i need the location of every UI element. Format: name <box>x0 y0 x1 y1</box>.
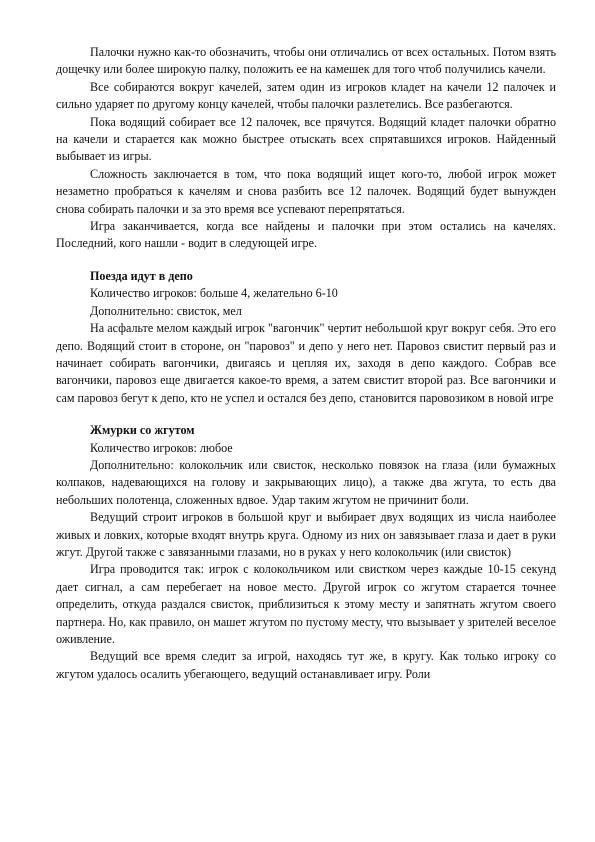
body-paragraph: Дополнительно: колокольчик или свисток, несколько повязок на глаза (или бумажных колпаков, надевающихся на голову и закрывающих лицо), а также два жгута, то есть два небольших полотенца, сложенных вдвое. Удар таким жгутом не причинит боли. <box>56 457 556 507</box>
body-paragraph: На асфальте мелом каждый игрок "вагончик" чертит небольшой круг вокруг себя. Это его депо. Водящий стоит в стороне, он "паровоз" и депо у него нет. Паровоз свистит первый раз и начинает собирать вагончики, двигаясь и цепляя их, заходя в депо каждого. Собрав все вагончики, паровоз еще двигается какое-то время, а затем свистит второй раз. Все вагончики и сам паровоз бегут к депо, кто не успел и остался без депо, становится паровозиком в новой игре <box>56 321 556 405</box>
body-paragraph: Ведущий все время следит за игрой, находясь тут же, в кругу. Как только игроку со жгутом удалось осалить убегающего, ведущий останавливает игру. Роли <box>56 649 556 681</box>
section-gap <box>56 253 556 268</box>
body-paragraph: Пока водящий собирает все 12 палочек, все прячутся. Водящий кладет палочки обратно на качели и старается как можно быстрее отыскать всех спрятавшихся игроков. Найденный выбывает из игры. <box>56 114 556 164</box>
document-page <box>56 44 556 683</box>
body-paragraph: Игра заканчивается, когда все найдены и палочки при этом остались на качелях. Последний, кого нашли - водит в следующей игре. <box>56 219 556 251</box>
section-title-blindman: Жмурки со жгутом <box>90 423 195 438</box>
body-paragraph: Ведущий строит игроков в большой круг и выбирает двух водящих из числа наиболее живых и ловких, которые входят внутрь круга. Одному из них он завязывает глаза и дает в руки жгут. Другой также с завязанными глазами, но в руках у него колокольчик (или свисток) <box>56 510 556 559</box>
body-paragraph: Палочки нужно как-то обозначить, чтобы они отличались от всех остальных. Потом взять дощечку или более широкую палку, положить ее на камешек для того чтоб получились качели. <box>56 45 556 77</box>
body-paragraph: Игра проводится так: игрок с колокольчиком или свистком через каждые 10-15 секунд дает сигнал, а сам перебегает на новое место. Другой игрок со жгутом старается точнее определить, откуда раздался свисток, приблизиться к этому месту и запятнать жгутом своего партнера. Но, как правило, он машет жгутом по пустому месту, что вызывает у зрителей веселое оживление. <box>56 562 556 646</box>
players-count-line: Количество игроков: больше 4, желательно 6-10 <box>90 286 338 301</box>
players-count-line: Количество игроков: любое <box>90 440 233 455</box>
extras-line: Дополнительно: свисток, мел <box>90 303 242 318</box>
body-paragraph: Сложность заключается в том, что пока водящий ищет кого-то, любой игрок может незаметно пробраться к качелям и снова разбить все 12 палочек. Водящий будет вынужден снова собирать палочки и за это время все успевают перепрятаться. <box>56 166 556 216</box>
section-gap <box>56 407 556 422</box>
body-paragraph: Все собираются вокруг качелей, затем один из игроков кладет на качели 12 палочек и сильно ударяет по другому концу качелей, чтобы палочки разлетелись. Все разбегаются. <box>56 79 556 112</box>
section-title-trains: Поезда идут в депо <box>90 268 193 283</box>
